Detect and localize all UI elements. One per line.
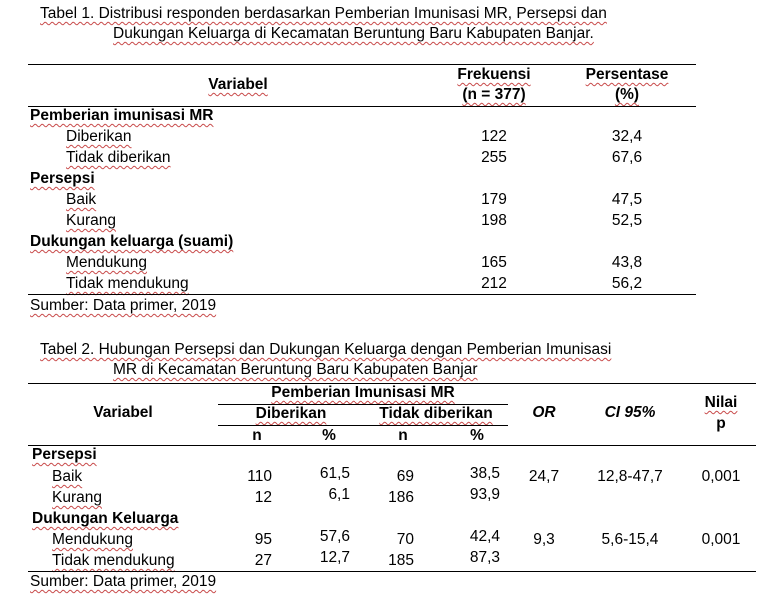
table2-cell-pct: 38,5 <box>469 465 500 482</box>
table2-cell-pct: 6,1 <box>328 486 350 503</box>
table2-group-title: Dukungan Keluarga <box>32 510 179 527</box>
table2-cell-pct: 93,9 <box>469 486 500 503</box>
table2-group-title: Persepsi <box>32 446 97 463</box>
table1-row-freq: 179 <box>481 191 507 208</box>
table1-row-pct: 43,8 <box>611 254 643 271</box>
table2-header-tidak-diberikan: Tidak diberikan <box>379 405 493 422</box>
table2-header-nilai: Nilai <box>704 394 738 411</box>
table1-row-label: Kurang <box>66 212 116 229</box>
table1-row-freq: 255 <box>481 149 507 166</box>
table2-cell-n: 27 <box>254 552 272 569</box>
table1-row-label: Tidak mendukung <box>66 275 189 292</box>
table2-row-label: Tidak mendukung <box>52 552 175 569</box>
table1-top-rule <box>28 64 696 65</box>
table1-row-label: Mendukung <box>66 254 148 271</box>
table2-subheader-rule <box>218 425 508 426</box>
table2-header-p: p <box>716 415 726 432</box>
table2-cell-n: 95 <box>254 531 272 548</box>
table1-group-title: Persepsi <box>30 170 95 187</box>
table2-source: Sumber: Data primer, 2019 <box>30 573 217 590</box>
table2-cell-n: 69 <box>396 468 414 485</box>
table2-caption-line1: Tabel 2. Hubungan Persepsi dan Dukungan Keluarga dengan Pemberian Imunisasi <box>40 341 612 358</box>
table2-cell-ci: 12,8-47,7 <box>597 468 663 485</box>
table2-cell-or: 24,7 <box>528 468 560 485</box>
table1-header-pct: (%) <box>614 86 640 103</box>
table2-row-label: Kurang <box>52 489 102 506</box>
table2-cell-pct: 57,6 <box>319 528 350 545</box>
table1-header-frekuensi: Frekuensi <box>457 66 531 83</box>
table1-row-pct: 56,2 <box>611 275 643 292</box>
table1-row-pct: 67,6 <box>611 149 643 166</box>
table2-cell-ci: 5,6-15,4 <box>601 531 659 548</box>
table2-header-pemberian: Pemberian Imunisasi MR <box>271 384 455 401</box>
table1-source: Sumber: Data primer, 2019 <box>30 297 217 314</box>
table2-header-n: n <box>252 427 262 444</box>
table1-row-label: Tidak diberikan <box>66 149 171 166</box>
table1-row-freq: 165 <box>481 254 507 271</box>
table1-group-title: Dukungan keluarga (suami) <box>30 233 234 250</box>
table2-header-n: n <box>398 427 408 444</box>
table2-cell-pct: 61,5 <box>319 465 350 482</box>
table2-header-pct: % <box>322 427 336 444</box>
table1-row-freq: 198 <box>481 212 507 229</box>
table1-row-label: Baik <box>66 191 97 208</box>
table1-caption-line2: Dukungan Keluarga di Kecamatan Beruntung Baru Kabupaten Banjar. <box>113 25 594 42</box>
table2-cell-n: 185 <box>388 552 414 569</box>
table2-header-diberikan: Diberikan <box>255 405 327 422</box>
table1-row-pct: 47,5 <box>611 191 643 208</box>
table2-header-or: OR <box>532 404 556 421</box>
table2-cell-n: 186 <box>388 489 414 506</box>
table1-row-freq: 212 <box>481 275 507 292</box>
table1-header-variabel: Variabel <box>208 76 268 93</box>
table2-cell-pct: 12,7 <box>319 549 350 566</box>
table2-cell-p: 0,001 <box>701 531 741 548</box>
table1-row-label: Diberikan <box>66 128 132 145</box>
table1-row-freq: 122 <box>481 128 507 145</box>
table2-cell-pct: 42,4 <box>469 528 500 545</box>
table2-cell-n: 70 <box>396 531 414 548</box>
table1-group-title: Pemberian imunisasi MR <box>30 107 214 124</box>
table1-header-n: (n = 377) <box>462 86 526 103</box>
table2-header-pct: % <box>470 427 484 444</box>
table1-header-persentase: Persentase <box>585 66 669 83</box>
table1-caption-line1: Tabel 1. Distribusi responden berdasarkan Pemberian Imunisasi MR, Persepsi dan <box>40 5 607 22</box>
table2-row-label: Baik <box>52 468 83 485</box>
table2-cell-pct: 87,3 <box>469 549 500 566</box>
table1-bottom-rule <box>28 294 696 295</box>
table2-cell-n: 110 <box>247 468 272 485</box>
table2-header-variabel: Variabel <box>93 404 153 421</box>
table2-cell-n: 12 <box>254 489 272 506</box>
table2-caption-line2: MR di Kecamatan Beruntung Baru Kabupaten Banjar <box>113 361 478 378</box>
table1-row-pct: 32,4 <box>611 128 643 145</box>
table2-bottom-rule <box>28 571 756 572</box>
table1-row-pct: 52,5 <box>611 212 643 229</box>
table2-row-label: Mendukung <box>52 531 134 548</box>
table2-header-ci: CI 95% <box>604 404 656 421</box>
table2-header-rule <box>28 445 756 446</box>
table2-cell-p: 0,001 <box>701 468 741 485</box>
table2-cell-or: 9,3 <box>533 531 555 548</box>
